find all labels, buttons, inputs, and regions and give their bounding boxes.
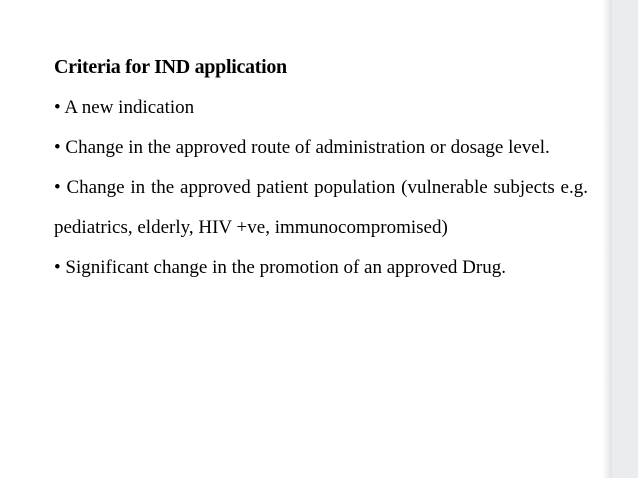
slide-heading: Criteria for IND application xyxy=(54,56,287,78)
slide-content xyxy=(54,50,588,288)
accent-shadow xyxy=(602,0,612,478)
bullet-item-2: • Change in the approved route of administration or dosage level. xyxy=(54,137,550,158)
accent-bar xyxy=(612,0,638,478)
bullet-item-4: • Significant change in the promotion of an approved Drug. xyxy=(54,257,506,278)
bullet-item-3: • Change in the approved patient population (vulnerable subjects e.g. pediatrics, elderly, HIV +ve, immunocompromised) xyxy=(54,177,588,238)
bullet-item-1: • A new indication xyxy=(54,97,195,118)
